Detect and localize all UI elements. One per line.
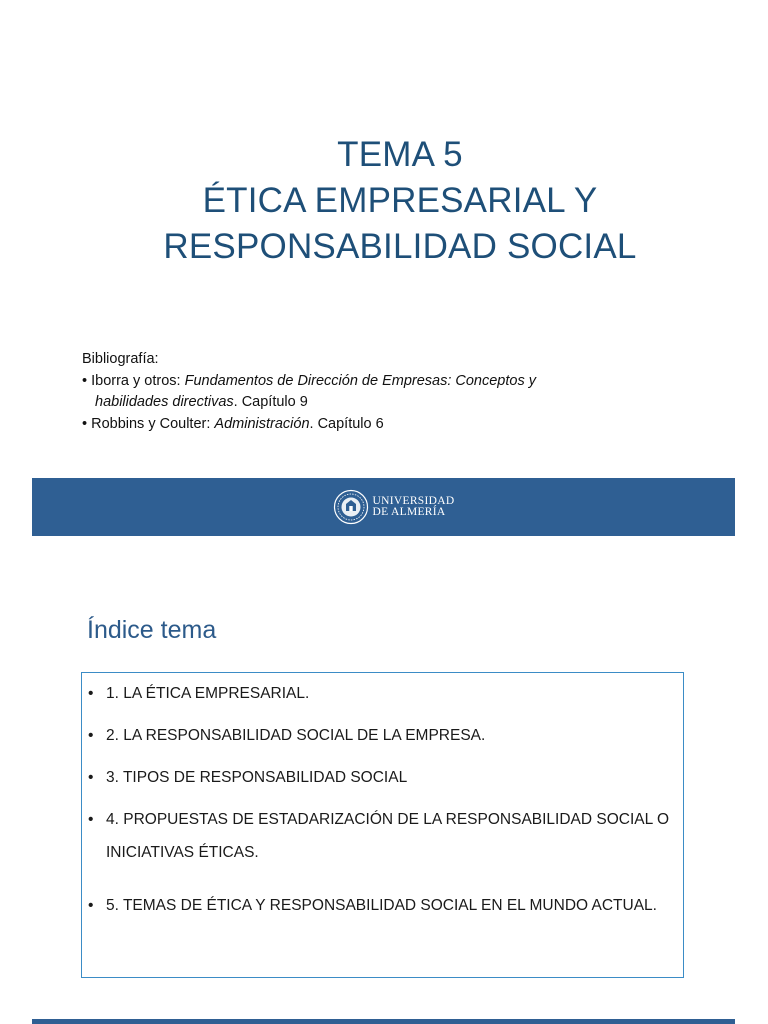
- index-item-2-text: 2. LA RESPONSABILIDAD SOCIAL DE LA EMPRESA.: [106, 727, 486, 744]
- slide-cover: [0, 0, 768, 478]
- index-item-4-text: 4. PROPUESTAS DE ESTADARIZACIÓN DE LA RESPONSABILIDAD SOCIAL O INICIATIVAS ÉTICAS.: [106, 811, 670, 861]
- bibliography-item-2: [82, 414, 722, 436]
- bibliography-item-1-cont: [82, 392, 722, 414]
- bibliography-item-1-author: • Iborra y otros:: [82, 372, 185, 389]
- title-line-2: ÉTICA EMPRESARIAL Y: [202, 181, 598, 220]
- bullet-icon: •: [88, 811, 94, 828]
- bibliography: [82, 349, 722, 435]
- university-name-line-2: DE ALMERÍA: [372, 506, 446, 518]
- bibliography-heading: Bibliografía:: [82, 351, 159, 367]
- bullet-icon: •: [88, 685, 94, 702]
- bibliography-item-1-title-b: habilidades directivas: [95, 394, 234, 410]
- index-item-3: [88, 761, 678, 794]
- bibliography-item-2-chapter: . Capítulo 6: [309, 415, 384, 432]
- bibliography-item-2-title: Administración: [214, 415, 310, 432]
- slide-title: [0, 132, 768, 270]
- index-item-4: [88, 803, 678, 869]
- bullet-icon: •: [88, 769, 94, 786]
- index-item-3-text: 3. TIPOS DE RESPONSABILIDAD SOCIAL: [106, 769, 408, 786]
- index-title: Índice tema: [87, 616, 217, 644]
- index-item-1-text: 1. LA ÉTICA EMPRESARIAL.: [106, 685, 310, 702]
- bibliography-item-2-author: • Robbins y Coulter:: [82, 415, 215, 432]
- bibliography-item-1-chapter: . Capítulo 9: [233, 394, 308, 410]
- university-logo: [333, 489, 455, 525]
- bullet-icon: •: [88, 727, 94, 744]
- title-line-3: RESPONSABILIDAD SOCIAL: [163, 227, 637, 266]
- title-line-1: TEMA 5: [337, 135, 463, 174]
- index-item-5: [88, 889, 678, 922]
- index-item-2: [88, 719, 678, 752]
- bibliography-item-1: [82, 371, 722, 393]
- bottom-band: [32, 1019, 735, 1024]
- index-box: [81, 672, 684, 978]
- bibliography-item-1-title-a: Fundamentos de Dirección de Empresas: Conceptos y: [184, 372, 536, 389]
- university-seal-icon: [333, 489, 369, 525]
- index-item-1: [88, 677, 678, 710]
- university-name-line-1: UNIVERSIDAD: [372, 495, 455, 507]
- university-footer-band: [32, 478, 735, 536]
- index-item-5-text: 5. TEMAS DE ÉTICA Y RESPONSABILIDAD SOCIAL EN EL MUNDO ACTUAL.: [106, 897, 657, 914]
- university-name: [373, 496, 455, 518]
- bullet-icon: •: [88, 897, 94, 914]
